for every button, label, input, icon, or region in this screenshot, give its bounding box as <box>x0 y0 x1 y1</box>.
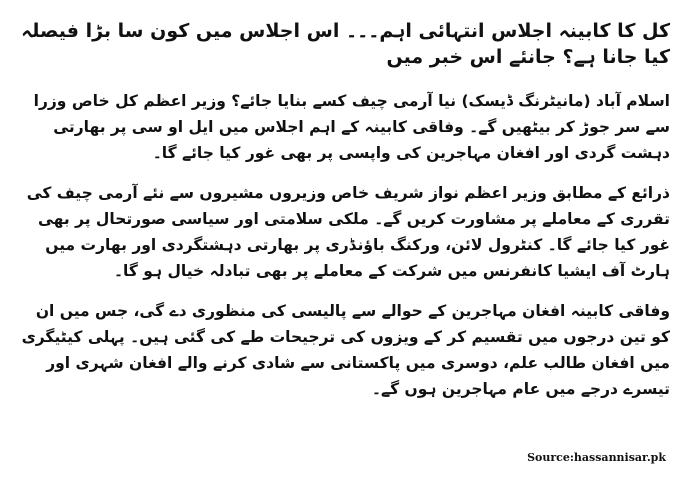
article-paragraph-1: اسلام آباد (مانیٹرنگ ڈیسک) نیا آرمی چیف کسے بنایا جائے؟ وزیر اعظم کل خاص وزرا سے سر جوڑ کر بیٹھیں گے۔ وفاقی کابینہ کے اہم اجلاس میں ایل او سی پر بھارتی دہشت گردی اور افغان مہاجرین کی واپسی پر بھی غور کیا جائے گا۔ <box>33 92 670 162</box>
article-paragraph-2: ذرائع کے مطابق وزیر اعظم نواز شریف خاص وزیروں مشیروں سے نئے آرمی چیف کی تقرری کے معاملے پر مشاورت کریں گے۔ ملکی سلامتی اور سیاسی صورتحال پر بھی غور کیا جائے گا۔ کنٹرول لائن، ورکنگ باؤنڈری پر بھارتی دہشتگردی اور بھارت میں ہارٹ آف ایشیا کانفرنس میں شرکت کے معاملے پر بھی تبادلہ خیال ہو گا۔ <box>26 184 670 280</box>
article-headline: کل کا کابینہ اجلاس انتہائی اہم۔۔۔ اس اجلاس میں کون سا بڑا فیصلہ کیا جانا ہے؟ جانئے اس خبر میں <box>21 20 670 68</box>
source-credit: Source:hassannisar.pk <box>527 451 666 464</box>
article <box>18 18 670 416</box>
article-paragraph-3: وفاقی کابینہ افغان مہاجرین کے حوالے سے پالیسی کی منظوری دے گی، جس میں ان کو تین درجوں میں تقسیم کر کے ویزوں کی ترجیحات طے کی گئی ہیں۔ پہلی کیٹیگری میں افغان طالب علم، دوسری میں پاکستانی سے شادی کرنے والے افغان شہری اور تیسرے درجے میں عام مہاجرین ہوں گے۔ <box>21 302 670 398</box>
